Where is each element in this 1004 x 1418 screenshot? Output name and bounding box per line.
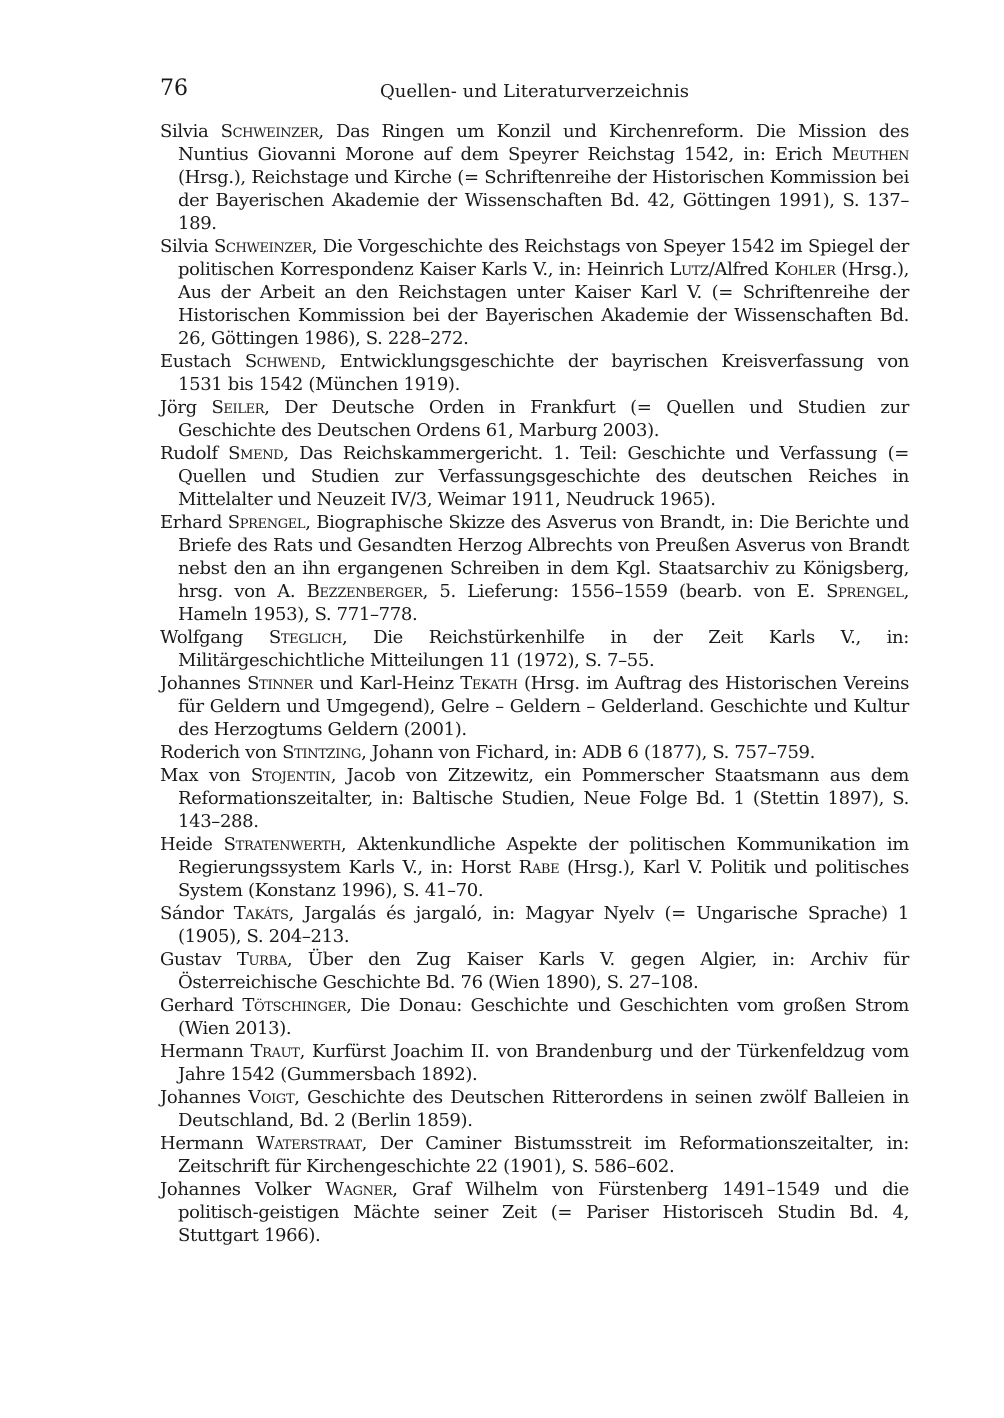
bibliography-entry: Eustach Schwend, Entwicklungsgeschichte der bayrischen Kreisverfassung von 1531 bis 1542 (München 1919). [160,351,910,395]
bibliography-entry: Jörg Seiler, Der Deutsche Orden in Frankfurt (= Quellen und Studien zur Geschichte des Deutschen Ordens 61, Marburg 2003). [160,397,909,441]
author-surname: Tekath [460,673,518,694]
bibliography-entry: Sándor Takáts, Jargalás és jargaló, in: Magyar Nyelv (= Ungarische Sprache) 1 (1905), S. 204–213. [160,903,909,947]
editor-surname: Rabe [518,857,560,878]
author-surname: Takáts [233,903,289,924]
bibliography-entry: Roderich von Stintzing, Johann von Fichard, in: ADB 6 (1877), S. 757–759. [160,742,816,763]
author-surname: Schwend [244,351,321,372]
author-surname: Sprengel [227,512,306,533]
author-surname: Seiler [211,397,265,418]
bibliography-entry: Silvia Schweinzer, Die Vorgeschichte des Reichstags von Speyer 1542 im Spiegel der politischen Korrespondenz Kaiser Karls V., in: Heinrich Lutz/Alfred Kohler (Hrsg.), Aus der Arbeit an den Reichstagen unter Kaiser Karl V. (= Schriftenreihe der Historischen Kommission bei der Bayerischen Akademie der Wissenschaften Bd. 26, Göttingen 1986), S. 228–272. [160,236,909,349]
bibliography-entry: Erhard Sprengel, Biographische Skizze des Asverus von Brandt, in: Die Berichte und Briefe des Rats und Gesandten Herzog Albrechts von Preußen Asverus von Brandt nebst den an ihn ergangenen Schreiben in dem Kgl. Staatsarchiv zu Königsberg, hrsg. von A. Bezzenberger, 5. Lieferung: 1556–1559 (bearb. von E. Sprengel, Hameln 1953), S. 771–778. [160,512,910,625]
author-surname: Stratenwerth [223,834,341,855]
author-surname: Schweinzer [220,121,319,142]
editor-surname: Sprengel [826,581,904,602]
author-surname: Smend [228,443,284,464]
author-surname: Traut [250,1041,300,1062]
editor-surname: Meuthen [831,144,909,165]
editor-surname: Lutz [669,259,709,280]
bibliography-entry: Gustav Turba, Über den Zug Kaiser Karls V. gegen Algier, in: Archiv für Österreichische Geschichte Bd. 76 (Wien 1890), S. 27–108. [160,949,909,993]
author-surname: Schweinzer [213,236,312,257]
author-surname: Stojentin [250,765,331,786]
page-number: 76 [160,76,188,101]
author-surname: Stintzing [282,742,362,763]
author-surname: Voigt [248,1087,295,1108]
author-surname: Wagner [325,1179,393,1200]
bibliography-entry: Gerhard Tötschinger, Die Donau: Geschichte und Geschichten vom großen Strom (Wien 2013). [160,995,909,1039]
author-surname: Tötschinger [242,995,347,1016]
bibliography-entry: Silvia Schweinzer, Das Ringen um Konzil und Kirchenreform. Die Mission des Nuntius Giovanni Morone auf dem Speyrer Reichstag 1542, in: Erich Meuthen (Hrsg.), Reichstage und Kirche (= Schriftenreihe der Historischen Kommission bei der Bayerischen Akademie der Wissenschaften Bd. 42, Göttingen 1991), S. 137–189. [160,121,909,234]
bibliography-entry: Heide Stratenwerth, Aktenkundliche Aspekte der politischen Kommunikation im Regierungssystem Karls V., in: Horst Rabe (Hrsg.), Karl V. Politik und politisches System (Konstanz 1996), S. 41–70. [160,834,909,901]
editor-surname: Kohler [774,259,836,280]
bibliography-entry: Hermann Traut, Kurfürst Joachim II. von Brandenburg und der Türkenfeldzug vom Jahre 1542 (Gummersbach 1892). [160,1041,909,1085]
author-surname: Stinner [247,673,313,694]
author-surname: Steglich [268,627,343,648]
bibliography-entry: Johannes Stinner und Karl-Heinz Tekath (Hrsg. im Auftrag des Historischen Vereins für Geldern und Umgegend), Gelre – Geldern – Gelderland. Geschichte und Kultur des Herzogtums Geldern (2001). [160,673,909,740]
author-surname: Waterstraat [256,1133,362,1154]
running-head: Quellen- und Literaturverzeichnis [380,81,689,102]
author-surname: Turba [236,949,287,970]
bibliography-entry: Hermann Waterstraat, Der Caminer Bistumsstreit im Reformationszeitalter, in: Zeitschrift für Kirchengeschichte 22 (1901), S. 586–602. [160,1133,909,1177]
bibliography-entry: Johannes Volker Wagner, Graf Wilhelm von Fürstenberg 1491–1549 und die politisch-geistigen Mächte seiner Zeit (= Pariser Historisceh Studin Bd. 4, Stuttgart 1966). [160,1179,909,1246]
bibliography-entry: Johannes Voigt, Geschichte des Deutschen Ritterordens in seinen zwölf Balleien in Deutschland, Bd. 2 (Berlin 1859). [160,1087,909,1131]
bibliography-entry: Max von Stojentin, Jacob von Zitzewitz, ein Pommerscher Staatsmann aus dem Reformationszeitalter, in: Baltische Studien, Neue Folge Bd. 1 (Stettin 1897), S. 143–288. [160,765,909,832]
editor-surname: Bezzenberger [306,581,423,602]
bibliography-entry: Wolfgang Steglich, Die Reichstürkenhilfe in der Zeit Karls V., in: Militärgeschichtliche Mitteilungen 11 (1972), S. 7–55. [160,627,909,671]
bibliography-entry: Rudolf Smend, Das Reichskammergericht. 1. Teil: Geschichte und Verfassung (= Quellen und Studien zur Verfassungsgeschichte des deutschen Reiches in Mittelalter und Neuzeit IV/3, Weimar 1911, Neudruck 1965). [160,443,909,510]
bibliography-list [160,120,909,1247]
